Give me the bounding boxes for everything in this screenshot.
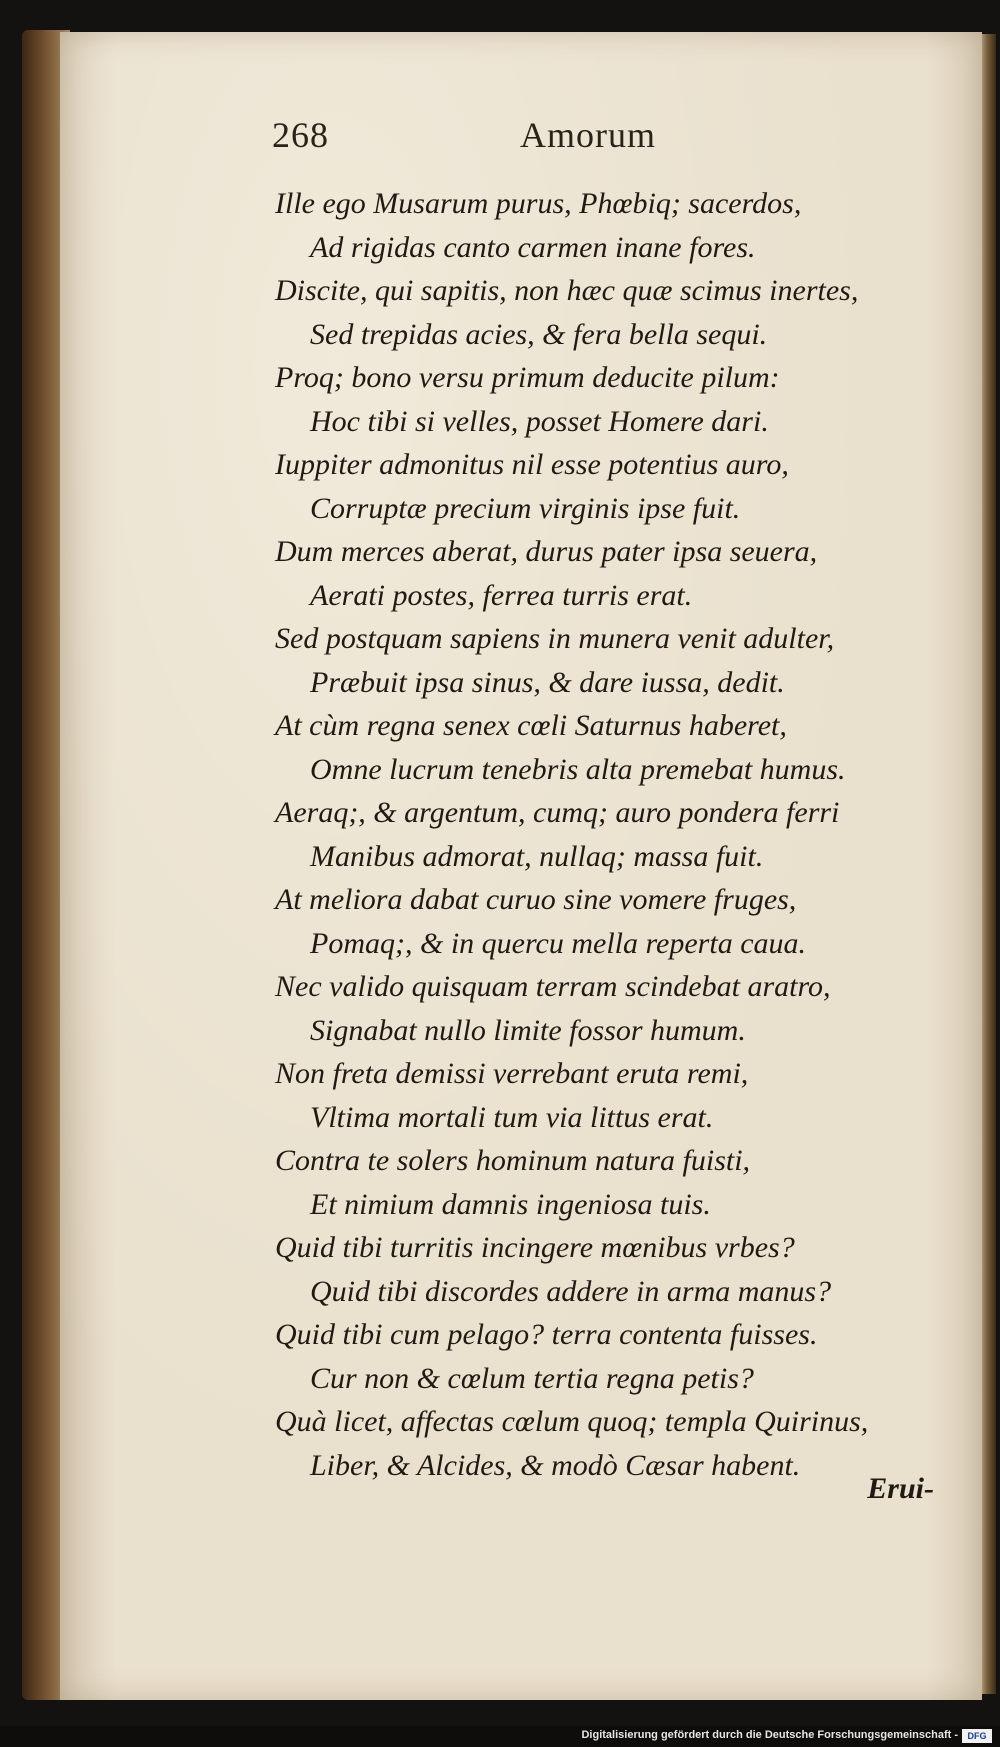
verse-line: At cùm regna senex cœli Saturnus haberet, bbox=[275, 709, 787, 742]
verse-line: Sed trepidas acies, & fera bella sequi. bbox=[310, 317, 768, 351]
verse-line: Non freta demissi verrebant eruta remi, bbox=[275, 1057, 749, 1090]
page-number: 268 bbox=[272, 115, 329, 155]
verse-line: Liber, & Alcides, & modò Cæsar habent. bbox=[310, 1448, 801, 1482]
book-page bbox=[60, 32, 982, 1700]
verse-line: Signabat nullo limite fossor humum. bbox=[310, 1013, 746, 1047]
verse-line: Vltima mortali tum via littus erat. bbox=[310, 1100, 714, 1134]
verse-line: Aerati postes, ferrea turris erat. bbox=[310, 578, 693, 612]
verse-line: Iuppiter admonitus nil esse potentius auro, bbox=[275, 448, 789, 481]
verse-line: Quid tibi turritis incingere mœnibus vrbes? bbox=[275, 1231, 795, 1264]
verse-line: At meliora dabat curuo sine vomere fruges, bbox=[275, 883, 797, 916]
catchword: Erui- bbox=[867, 1472, 934, 1505]
footer-credit: Digitalisierung gefördert durch die Deutsche Forschungsgemeinschaft - bbox=[581, 1729, 958, 1741]
verse-line: Manibus admorat, nullaq; massa fuit. bbox=[310, 839, 764, 873]
verse-line: Hoc tibi si velles, posset Homere dari. bbox=[310, 404, 769, 438]
verse-line: Ad rigidas canto carmen inane fores. bbox=[310, 230, 756, 264]
verse-line: Cur non & cœlum tertia regna petis? bbox=[310, 1361, 754, 1395]
running-title: Amorum bbox=[520, 115, 656, 155]
verse-line: Dum merces aberat, durus pater ipsa seuera, bbox=[275, 535, 818, 568]
verse-line: Omne lucrum tenebris alta premebat humus. bbox=[310, 752, 846, 786]
dfg-logo: DFG bbox=[962, 1729, 992, 1743]
verse-line: Pomaq;, & in quercu mella reperta caua. bbox=[310, 926, 807, 960]
verse-line: Proq; bono versu primum deducite pilum: bbox=[275, 361, 780, 394]
verse-line: Contra te solers hominum natura fuisti, bbox=[275, 1144, 751, 1177]
verse-line: Quid tibi discordes addere in arma manus? bbox=[310, 1274, 832, 1308]
verse-line: Quid tibi cum pelago? terra contenta fuisses. bbox=[275, 1318, 818, 1351]
verse-line: Discite, qui sapitis, non hæc quæ scimus inertes, bbox=[275, 274, 859, 307]
verse-line: Ille ego Musarum purus, Phœbiq; sacerdos, bbox=[275, 187, 802, 220]
verse-line: Nec valido quisquam terram scindebat aratro, bbox=[275, 970, 831, 1003]
verse-line: Sed postquam sapiens in munera venit adulter, bbox=[275, 622, 835, 655]
verse-line: Et nimium damnis ingeniosa tuis. bbox=[310, 1187, 711, 1221]
verse-block bbox=[60, 182, 982, 1487]
verse-line: Quà licet, affectas cœlum quoq; templa Quirinus, bbox=[275, 1405, 869, 1438]
verse-line: Aeraq;, & argentum, cumq; auro pondera ferri bbox=[275, 796, 840, 829]
verse-line: Corruptæ precium virginis ipse fuit. bbox=[310, 491, 741, 525]
verse-line: Præbuit ipsa sinus, & dare iussa, dedit. bbox=[310, 665, 785, 699]
page-header bbox=[60, 114, 982, 164]
